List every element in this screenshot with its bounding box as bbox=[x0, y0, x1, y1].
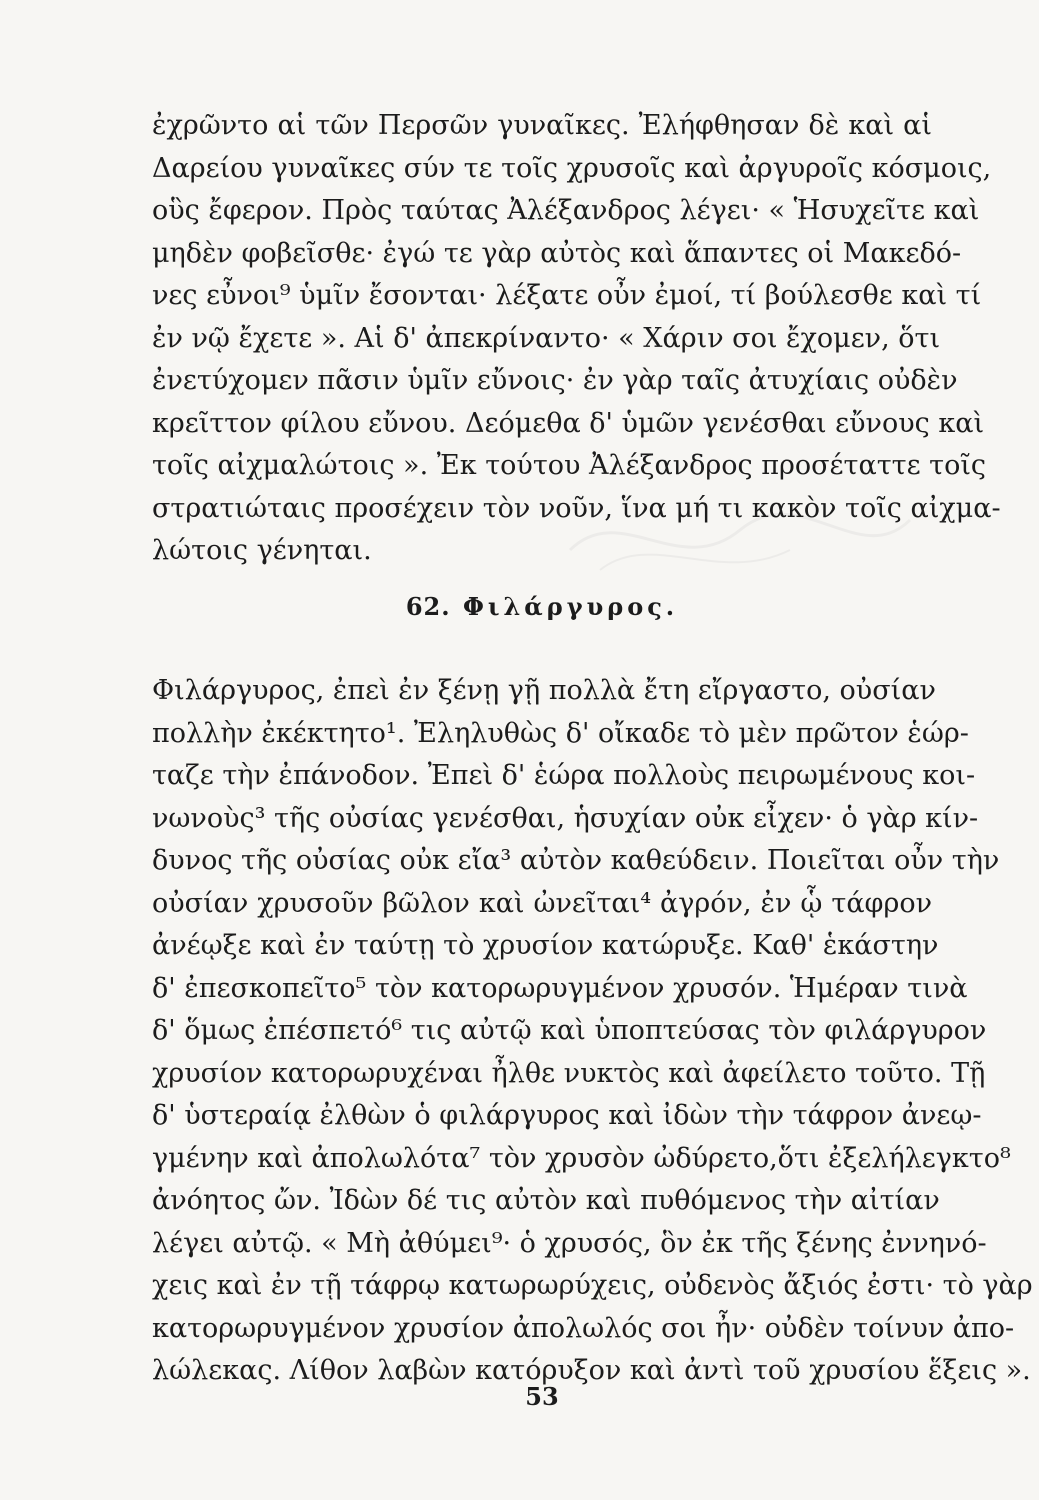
text-line: ἀνέῳξε καὶ ἐν ταύτῃ τὸ χρυσίον κατώρυξε. Καθ' ἑκάστην bbox=[152, 930, 939, 961]
section-heading bbox=[152, 592, 932, 621]
text-line: ἀνόητος ὤν. Ἰδὼν δέ τις αὐτὸν καὶ πυθόμενος τὴν αἰτίαν bbox=[152, 1185, 940, 1216]
text-line: νες εὖνοι⁹ ὑμῖν ἔσονται· λέξατε οὖν ἐμοί, τί βούλεσθε καὶ τί bbox=[152, 280, 982, 311]
text-line: ἐν νῷ ἔχετε ». Αἱ δ' ἀπεκρίναντο· « Χάριν σοι ἔχομεν, ὅτι bbox=[152, 322, 941, 354]
text-line: δ' ὑστεραίᾳ ἐλθὼν ὁ φιλάργυρος καὶ ἰδὼν τὴν τάφρον ἀνεῳ- bbox=[152, 1100, 982, 1131]
text-line: λώλεκας. Λίθον λαβὼν κατόρυξον καὶ ἀντὶ τοῦ χρυσίου ἕξεις ». bbox=[152, 1355, 1031, 1386]
text-line: οὓς ἔφερον. Πρὸς ταύτας Ἀλέξανδρος λέγει· « Ἡσυχεῖτε καὶ bbox=[152, 195, 980, 226]
text-line: μηδὲν φοβεῖσθε· ἐγώ τε γὰρ αὐτὸς καὶ ἅπαντες οἱ Μακεδό- bbox=[152, 237, 962, 269]
text-line: οὐσίαν χρυσοῦν βῶλον καὶ ὠνεῖται⁴ ἀγρόν, ἐν ᾧ τάφρον bbox=[152, 887, 932, 919]
text-line: λώτοις γένηται. bbox=[152, 535, 372, 566]
text-line: δυνος τῆς οὐσίας οὐκ εἴα³ αὐτὸν καθεύδειν. Ποιεῖται οὖν τὴν bbox=[152, 845, 1000, 876]
text-line: δ' ἐπεσκοπεῖτο⁵ τὸν κατορωρυγμένον χρυσόν. Ἡμέραν τινὰ bbox=[152, 972, 968, 1004]
text-line: ἐχρῶντο αἱ τῶν Περσῶν γυναῖκες. Ἐλήφθησαν δὲ καὶ αἱ bbox=[152, 110, 932, 141]
paragraph-miser-story bbox=[152, 670, 1033, 1393]
text-line: κρεῖττον φίλου εὔνου. Δεόμεθα δ' ὑμῶν γενέσθαι εὔνους καὶ bbox=[152, 407, 985, 439]
text-line: κατορωρυγμένον χρυσίον ἀπολωλός σοι ἦν· οὐδὲν τοίνυν ἀπο- bbox=[152, 1312, 1015, 1344]
text-line: λέγει αὐτῷ. « Μὴ ἀθύμει⁹· ὁ χρυσός, ὃν ἐκ τῆς ξένης ἐννηνό- bbox=[152, 1227, 987, 1259]
text-line: χεις καὶ ἐν τῇ τάφρῳ κατωρωρύχεις, οὐδενὸς ἄξιός ἐστι· τὸ γὰρ bbox=[152, 1270, 1033, 1301]
text-line: ταζε τὴν ἐπάνοδον. Ἐπεὶ δ' ἑώρα πολλοὺς πειρωμένους κοι- bbox=[152, 760, 976, 791]
paragraph-alexander-captives bbox=[152, 105, 1001, 573]
text-line: τοῖς αἰχμαλώτοις ». Ἐκ τούτου Ἀλέξανδρος προσέταττε τοῖς bbox=[152, 450, 987, 481]
section-title: Φιλάργυρος. bbox=[462, 592, 679, 621]
text-line: ἐνετύχομεν πᾶσιν ὑμῖν εὔνοις· ἐν γὰρ ταῖς ἀτυχίαις οὐδὲν bbox=[152, 365, 958, 396]
text-line: στρατιώταις προσέχειν τὸν νοῦν, ἵνα μή τι κακὸν τοῖς αἰχμα- bbox=[152, 492, 1001, 524]
text-line: Φιλάργυρος, ἐπεὶ ἐν ξένῃ γῇ πολλὰ ἔτη εἴργαστο, οὐσίαν bbox=[152, 675, 936, 706]
text-line: δ' ὅμως ἐπέσπετό⁶ τις αὐτῷ καὶ ὑποπτεύσας τὸν φιλάργυρον bbox=[152, 1015, 987, 1046]
text-line: Δαρείου γυναῖκες σύν τε τοῖς χρυσοῖς καὶ ἀργυροῖς κόσμοις, bbox=[152, 152, 992, 184]
text-line: πολλὴν ἐκέκτητο¹. Ἐληλυθὼς δ' οἴκαδε τὸ μὲν πρῶτον ἑώρ- bbox=[152, 717, 969, 749]
text-line: νωνοὺς³ τῆς οὐσίας γενέσθαι, ἡσυχίαν οὐκ εἶχεν· ὁ γὰρ κίν- bbox=[152, 802, 979, 834]
text-line: γμένην καὶ ἀπολωλότα⁷ τὸν χρυσὸν ὠδύρετο,ὅτι ἐξελήλεγκτο⁸ bbox=[152, 1142, 1011, 1174]
page-number: 53 bbox=[525, 1382, 559, 1411]
section-number: 62. bbox=[405, 592, 451, 621]
text-line: χρυσίον κατορωρυχέναι ἦλθε νυκτὸς καὶ ἀφείλετο τοῦτο. Τῇ bbox=[152, 1057, 986, 1089]
